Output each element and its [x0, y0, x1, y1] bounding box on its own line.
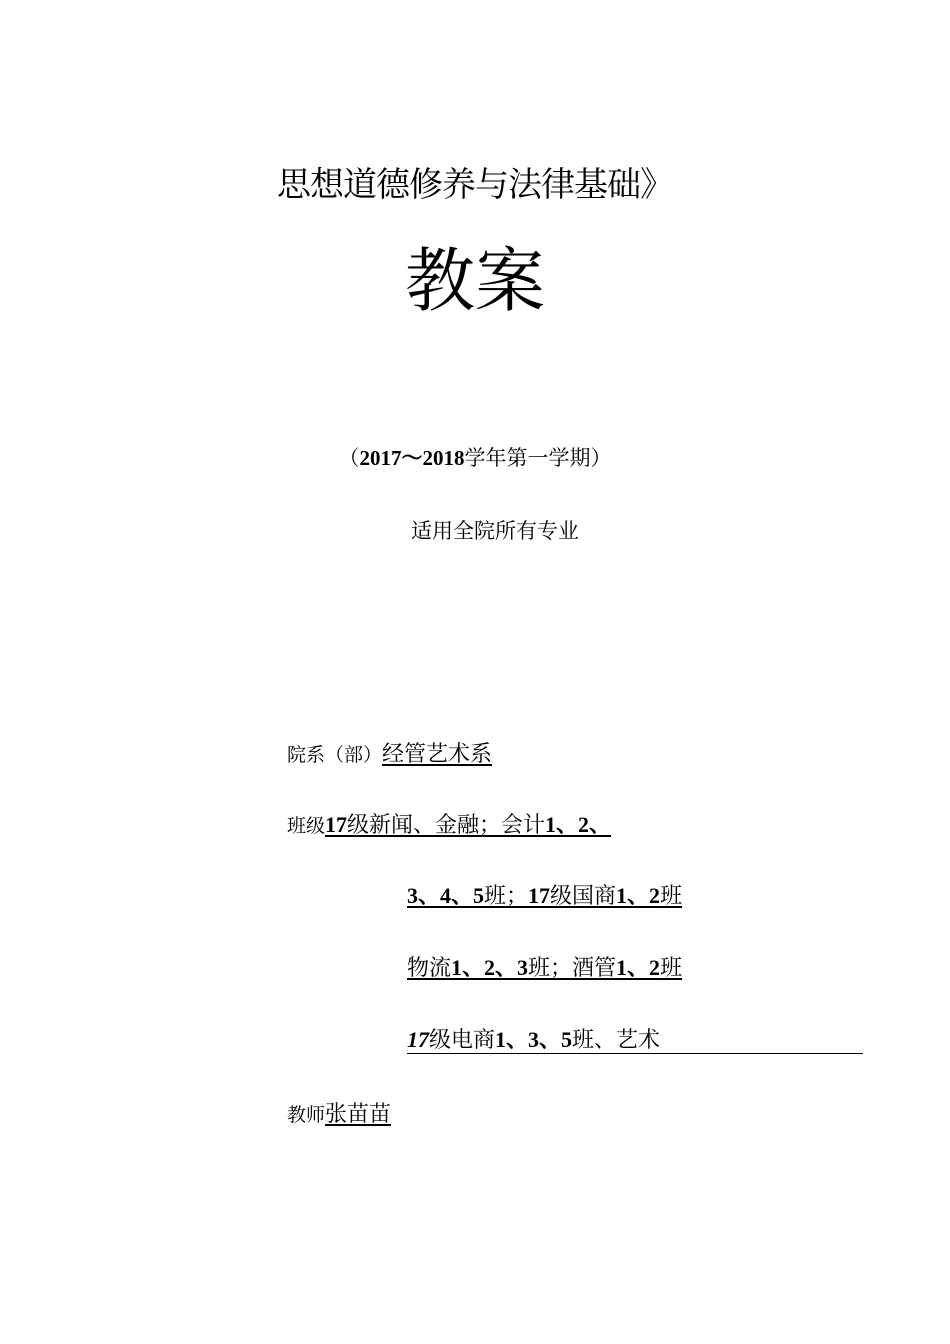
term-open: （ — [338, 446, 360, 470]
applicable-scope: 适用全院所有专业 — [411, 519, 579, 543]
class-line4-a: 17 — [407, 1027, 429, 1052]
class-line3-d: 1、2 — [616, 955, 661, 980]
class-line2-a: 3、4、5 — [407, 883, 485, 908]
class-line4-d: 班、艺术 — [572, 1027, 661, 1052]
class-line2-c: 17 — [528, 883, 551, 908]
department-row — [287, 743, 492, 765]
class-line4-c: 1、3、5 — [495, 1027, 573, 1052]
class-row — [287, 814, 611, 836]
department-label: 院系（部） — [287, 744, 383, 766]
class-value-line-3 — [407, 957, 682, 979]
class-value-line-4 — [407, 1029, 660, 1051]
course-title: 思想道德修养与法律基础》 — [277, 165, 673, 205]
teacher-value: 张苗苗 — [325, 1101, 392, 1126]
class-line4-underline — [407, 1053, 863, 1054]
term-rest: 学年第一学期） — [464, 446, 612, 470]
class-line1-b: 级新闻、金融；会计 — [347, 812, 546, 837]
class-line2-f: 班 — [660, 883, 683, 908]
class-line3-c: 班；酒管 — [528, 955, 617, 980]
class-label: 班级 — [287, 815, 326, 837]
class-line2-b: 班； — [484, 883, 529, 908]
teacher-row — [287, 1103, 391, 1125]
class-line3-a: 物流 — [407, 955, 452, 980]
teacher-label: 教师 — [287, 1104, 326, 1126]
document-type-heading: 教案 — [405, 240, 545, 322]
class-line1-c: 1、2、 — [545, 812, 612, 837]
class-line2-e: 1、2 — [616, 883, 661, 908]
academic-term — [0, 448, 950, 469]
class-value-line-1 — [325, 812, 611, 837]
class-line1-a: 17 — [325, 812, 348, 837]
class-value-line-2 — [407, 885, 682, 907]
class-line2-d: 级国商 — [550, 883, 617, 908]
class-line4-b: 级电商 — [429, 1027, 496, 1052]
term-years: 2017～2018 — [359, 446, 465, 470]
class-line3-e: 班 — [660, 955, 683, 980]
class-line3-b: 1、2、3 — [451, 955, 529, 980]
department-value: 经管艺术系 — [382, 741, 493, 766]
